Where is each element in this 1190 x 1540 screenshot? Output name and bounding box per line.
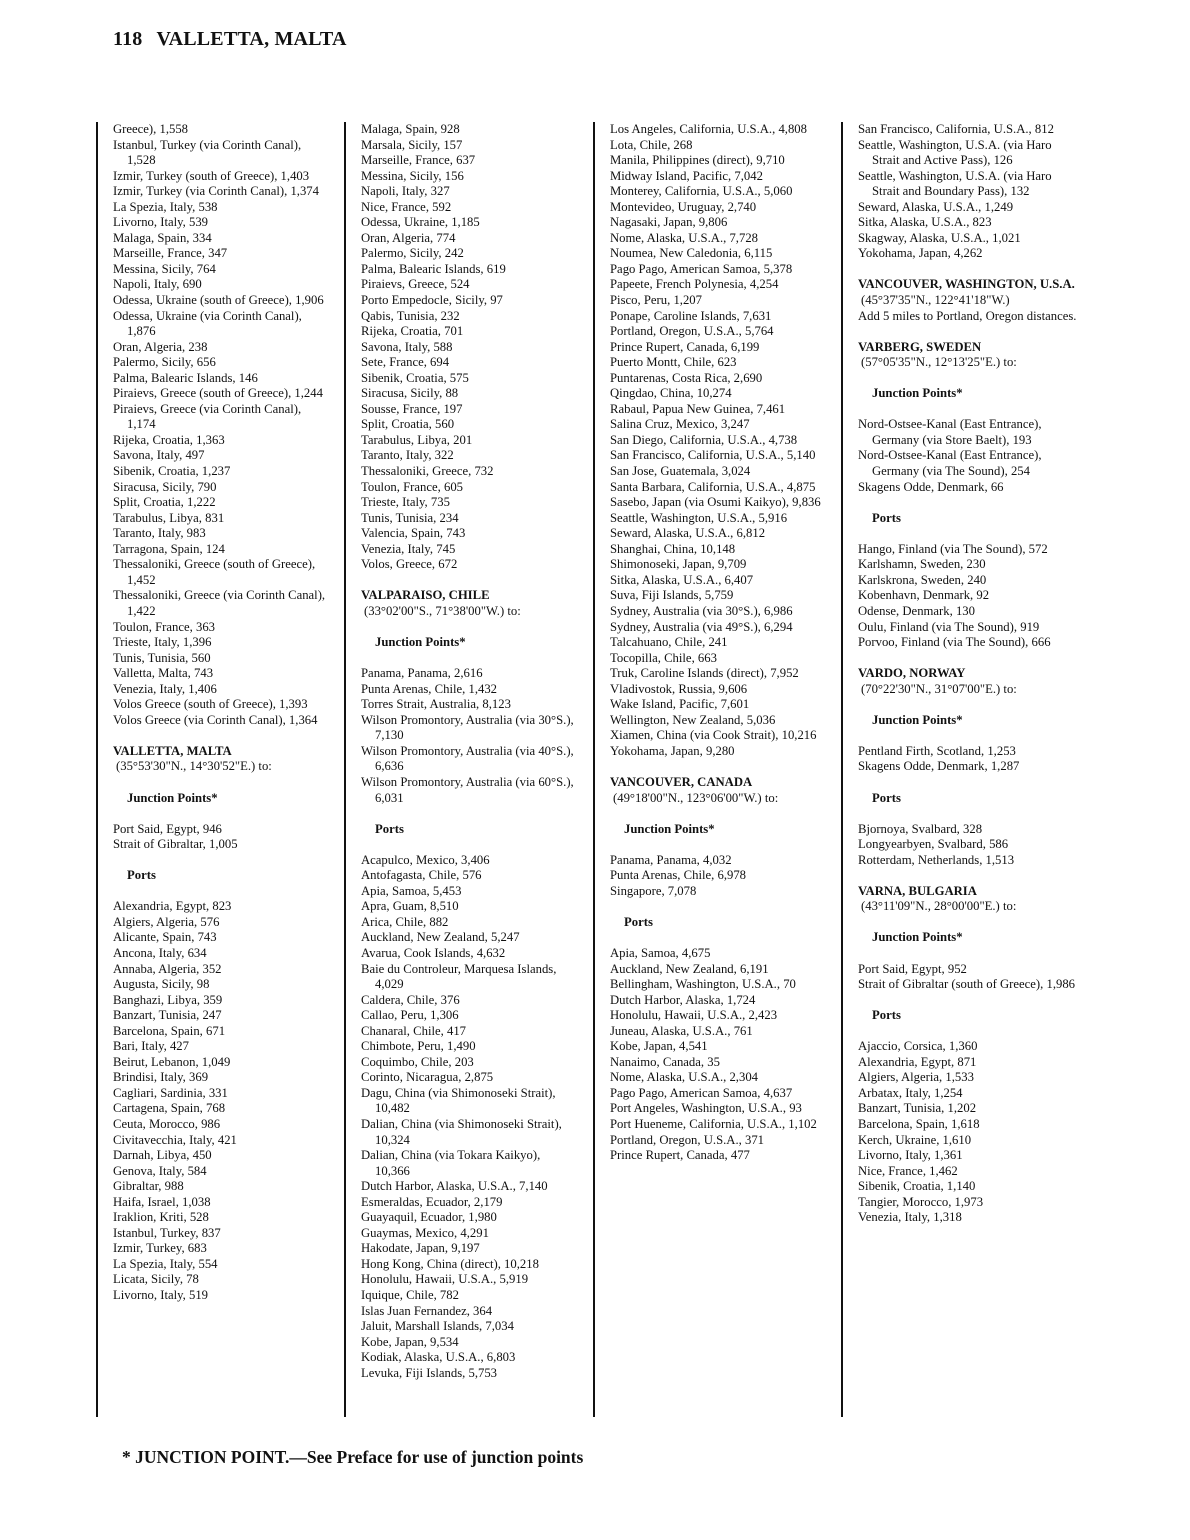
ports-heading: Ports xyxy=(624,914,653,929)
location-heading: VARBERG, SWEDEN xyxy=(858,339,982,354)
distance-entry: Nice, France, 592 xyxy=(361,199,452,214)
distance-entry: Salina Cruz, Mexico, 3,247 xyxy=(610,417,750,432)
column-1 xyxy=(96,122,328,1417)
distance-entry: Levuka, Fiji Islands, 5,753 xyxy=(361,1365,498,1380)
spacer xyxy=(858,651,1081,667)
distance-entry: Apia, Samoa, 5,453 xyxy=(361,883,462,898)
distance-entry: Pago Pago, American Samoa, 5,378 xyxy=(610,261,793,276)
spacer xyxy=(858,728,1081,744)
distance-entry: Suva, Fiji Islands, 5,759 xyxy=(610,588,734,603)
distance-entry: Haifa, Israel, 1,038 xyxy=(113,1194,211,1209)
distance-entry: La Spezia, Italy, 554 xyxy=(113,1256,218,1271)
distance-entry: Marsala, Sicily, 157 xyxy=(361,137,463,152)
spacer xyxy=(858,868,1081,884)
location-coordinates: (49°18'00"N., 123°06'00"W.) to: xyxy=(613,790,779,805)
distance-entry: Palma, Balearic Islands, 146 xyxy=(113,370,258,385)
distance-entry: Xiamen, China (via Cook Strait), 10,216 xyxy=(610,728,817,743)
distance-entry: Torres Strait, Australia, 8,123 xyxy=(361,697,511,712)
distance-entry: Izmir, Turkey (via Corinth Canal), 1,374 xyxy=(113,184,319,199)
spacer xyxy=(858,402,1081,418)
distance-entry: Lota, Chile, 268 xyxy=(610,137,693,152)
distance-entry: Split, Croatia, 1,222 xyxy=(113,495,216,510)
spacer xyxy=(858,262,1081,278)
distance-entry: Livorno, Italy, 519 xyxy=(113,1288,209,1303)
distance-entry: Panama, Panama, 4,032 xyxy=(610,852,732,867)
column-2 xyxy=(344,122,576,1417)
distance-entry: Split, Croatia, 560 xyxy=(361,417,455,432)
distance-entry: Tarabulus, Libya, 831 xyxy=(113,510,225,525)
distance-entry: Dalian, China (via Shimonoseki Strait), 10,324 xyxy=(361,1117,562,1147)
distance-entry: Karlskrona, Sweden, 240 xyxy=(858,572,987,587)
distance-entry: Islas Juan Fernandez, 364 xyxy=(361,1303,493,1318)
distance-entry: Seattle, Washington, U.S.A., 5,916 xyxy=(610,510,788,525)
distance-entry: Istanbul, Turkey (via Corinth Canal), 1,528 xyxy=(113,137,302,168)
distance-entry: Nord-Ostsee-Kanal (East Entrance), Germany (via Store Baelt), 193 xyxy=(858,417,1042,447)
distance-entry: Beirut, Lebanon, 1,049 xyxy=(113,1054,231,1069)
distance-entry: Ceuta, Morocco, 986 xyxy=(113,1117,221,1131)
distance-entry: Volos, Greece, 672 xyxy=(361,557,458,572)
spacer xyxy=(858,775,1081,791)
distance-entry: Acapulco, Mexico, 3,406 xyxy=(361,852,490,867)
distance-entry: Barcelona, Spain, 671 xyxy=(113,1023,226,1038)
spacer xyxy=(858,946,1081,962)
distance-entry: Wellington, New Zealand, 5,036 xyxy=(610,712,776,727)
distance-entry: Savona, Italy, 588 xyxy=(361,339,453,354)
location-heading: VANCOUVER, CANADA xyxy=(610,774,753,789)
distance-entry: Strait of Gibraltar, 1,005 xyxy=(113,837,238,852)
distance-entry: Sibenik, Croatia, 575 xyxy=(361,370,469,385)
spacer xyxy=(858,371,1081,387)
distance-entry: Nagasaki, Japan, 9,806 xyxy=(610,215,728,230)
distance-entry: Valletta, Malta, 743 xyxy=(113,666,214,681)
distance-entry: Cartagena, Spain, 768 xyxy=(113,1101,226,1116)
distance-entry: Arbatax, Italy, 1,254 xyxy=(858,1085,963,1100)
spacer xyxy=(858,915,1081,931)
distance-entry: Port Angeles, Washington, U.S.A., 93 xyxy=(610,1101,802,1116)
spacer xyxy=(610,837,825,853)
distance-entry: Sitka, Alaska, U.S.A., 6,407 xyxy=(610,572,754,587)
distance-entry: Cagliari, Sardinia, 331 xyxy=(113,1085,228,1100)
distance-entry: Valencia, Spain, 743 xyxy=(361,526,466,541)
distance-entry: Vladivostok, Russia, 9,606 xyxy=(610,681,748,696)
ports-heading: Ports xyxy=(872,1008,901,1023)
spacer xyxy=(361,573,576,589)
distance-entry: Oran, Algeria, 774 xyxy=(361,230,456,245)
distance-entry: Kobe, Japan, 4,541 xyxy=(610,1039,708,1054)
distance-entry: Napoli, Italy, 327 xyxy=(361,184,450,199)
distance-entry: Esmeraldas, Ecuador, 2,179 xyxy=(361,1194,503,1209)
distance-entry: Kobe, Japan, 9,534 xyxy=(361,1334,459,1349)
distance-entry: Punta Arenas, Chile, 1,432 xyxy=(361,681,498,696)
distance-entry: Venezia, Italy, 1,406 xyxy=(113,681,217,696)
distance-entry: Singapore, 7,078 xyxy=(610,883,697,898)
distance-entry: Seattle, Washington, U.S.A. (via Haro Strait and Boundary Pass), 132 xyxy=(858,168,1052,199)
distance-entry: Porto Empedocle, Sicily, 97 xyxy=(361,293,503,308)
distance-entry: Algiers, Algeria, 576 xyxy=(113,914,220,929)
distance-entry: Taranto, Italy, 983 xyxy=(113,526,206,541)
distance-entry: Genova, Italy, 584 xyxy=(113,1163,207,1178)
distance-entry: Wake Island, Pacific, 7,601 xyxy=(610,697,750,712)
junction-points-heading: Junction Points* xyxy=(872,386,963,401)
distance-entry: Qabis, Tunisia, 232 xyxy=(361,308,460,323)
distance-entry: Thessaloniki, Greece (via Corinth Canal), 1,422 xyxy=(113,588,326,618)
distance-entry: Juneau, Alaska, U.S.A., 761 xyxy=(610,1023,753,1038)
distance-entry: Puerto Montt, Chile, 623 xyxy=(610,355,737,370)
location-heading: VARDO, NORWAY xyxy=(858,666,966,681)
distance-entry: Taranto, Italy, 322 xyxy=(361,448,454,463)
distance-entry: Prince Rupert, Canada, 6,199 xyxy=(610,339,760,354)
location-heading: VALPARAISO, CHILE xyxy=(361,588,490,603)
distance-entry: Los Angeles, California, U.S.A., 4,808 xyxy=(610,122,807,136)
distance-entry: Caldera, Chile, 376 xyxy=(361,992,460,1007)
location-note: Add 5 miles to Portland, Oregon distances. xyxy=(858,308,1077,323)
spacer xyxy=(361,651,576,667)
location-coordinates: (43°11'09"N., 28°00'00"E.) to: xyxy=(861,899,1017,914)
ports-heading: Ports xyxy=(872,510,901,525)
distance-entry: Longyearbyen, Svalbard, 586 xyxy=(858,837,1009,852)
distance-entry: Algiers, Algeria, 1,533 xyxy=(858,1070,974,1085)
distance-entry: Midway Island, Pacific, 7,042 xyxy=(610,168,763,183)
distance-entry: Shanghai, China, 10,148 xyxy=(610,541,736,556)
spacer xyxy=(858,993,1081,1009)
distance-entry: Tunis, Tunisia, 234 xyxy=(361,510,459,525)
distance-entry: Noumea, New Caledonia, 6,115 xyxy=(610,246,773,261)
distance-entry: Sydney, Australia (via 30°S.), 6,986 xyxy=(610,603,793,618)
distance-entry: Messina, Sicily, 764 xyxy=(113,261,216,276)
spacer xyxy=(858,324,1081,340)
distance-entry: Tarragona, Spain, 124 xyxy=(113,541,225,556)
distance-entry: Guayaquil, Ecuador, 1,980 xyxy=(361,1210,497,1225)
distance-entry: Hakodate, Japan, 9,197 xyxy=(361,1241,480,1256)
distance-entry: Punta Arenas, Chile, 6,978 xyxy=(610,868,747,883)
spacer xyxy=(113,775,328,791)
distance-entry: Avarua, Cook Islands, 4,632 xyxy=(361,945,506,960)
distance-entry: Sydney, Australia (via 49°S.), 6,294 xyxy=(610,619,793,634)
location-heading: VARNA, BULGARIA xyxy=(858,883,977,898)
junction-points-heading: Junction Points* xyxy=(624,821,715,836)
distance-entry: Sitka, Alaska, U.S.A., 823 xyxy=(858,215,992,230)
distance-entry: Malaga, Spain, 334 xyxy=(113,230,212,245)
distance-entry: Shimonoseki, Japan, 9,709 xyxy=(610,557,747,572)
distance-entry: Napoli, Italy, 690 xyxy=(113,277,202,292)
distance-entry: Barcelona, Spain, 1,618 xyxy=(858,1117,980,1131)
distance-entry: Kerch, Ukraine, 1,610 xyxy=(858,1132,972,1147)
distance-entry: Jaluit, Marshall Islands, 7,034 xyxy=(361,1319,514,1334)
spacer xyxy=(361,806,576,822)
distance-entry: Kodiak, Alaska, U.S.A., 6,803 xyxy=(361,1350,516,1365)
distance-entry: Banzart, Tunisia, 1,202 xyxy=(858,1101,977,1116)
distance-entry: Piraievs, Greece (via Corinth Canal), 1,174 xyxy=(113,401,302,432)
spacer xyxy=(858,806,1081,822)
distance-entry: Izmir, Turkey (south of Greece), 1,403 xyxy=(113,168,310,183)
distance-entry: Dutch Harbor, Alaska, U.S.A., 7,140 xyxy=(361,1179,548,1194)
distance-entry: Skagway, Alaska, U.S.A., 1,021 xyxy=(858,230,1021,245)
distance-entry: Yokohama, Japan, 4,262 xyxy=(858,246,983,261)
location-coordinates: (57°05'35"N., 12°13'25"E.) to: xyxy=(861,355,1017,370)
distance-entry: Ancona, Italy, 634 xyxy=(113,945,207,960)
distance-entry: Thessaloniki, Greece (south of Greece), 1,452 xyxy=(113,557,316,587)
distance-entry: Wilson Promontory, Australia (via 40°S.), 6,636 xyxy=(361,743,574,774)
distance-entry: Venezia, Italy, 1,318 xyxy=(858,1210,962,1225)
junction-points-heading: Junction Points* xyxy=(872,930,963,945)
distance-entry: La Spezia, Italy, 538 xyxy=(113,199,218,214)
ports-heading: Ports xyxy=(872,790,901,805)
distance-entry: Apia, Samoa, 4,675 xyxy=(610,945,711,960)
distance-entry: Manila, Philippines (direct), 9,710 xyxy=(610,153,785,168)
distance-entry: Siracusa, Sicily, 790 xyxy=(113,479,217,494)
distance-entry: Palermo, Sicily, 242 xyxy=(361,246,464,261)
distance-entry: Kobenhavn, Denmark, 92 xyxy=(858,588,990,603)
distance-entry: Rabaul, Papua New Guinea, 7,461 xyxy=(610,401,786,416)
distance-entry: Palermo, Sicily, 656 xyxy=(113,355,216,370)
distance-entry: Monterey, California, U.S.A., 5,060 xyxy=(610,184,793,199)
distance-entry: Chanaral, Chile, 417 xyxy=(361,1023,467,1038)
distance-entry: Auckland, New Zealand, 6,191 xyxy=(610,961,769,976)
distance-entry: Dalian, China (via Tokara Kaikyo), 10,366 xyxy=(361,1148,541,1178)
distance-entry: Dagu, China (via Shimonoseki Strait), 10,482 xyxy=(361,1085,556,1116)
spacer xyxy=(858,1024,1081,1040)
distance-entry: Porvoo, Finland (via The Sound), 666 xyxy=(858,635,1051,650)
distance-entry: Seattle, Washington, U.S.A. (via Haro Strait and Active Pass), 126 xyxy=(858,137,1052,168)
distance-entry: Livorno, Italy, 1,361 xyxy=(858,1148,963,1163)
distance-entry: Trieste, Italy, 735 xyxy=(361,495,450,510)
spacer xyxy=(610,930,825,946)
distance-entry: Sasebo, Japan (via Osumi Kaikyo), 9,836 xyxy=(610,495,821,510)
spacer xyxy=(858,526,1081,542)
distance-entry: Hong Kong, China (direct), 10,218 xyxy=(361,1256,539,1271)
distance-entry: San Francisco, California, U.S.A., 812 xyxy=(858,122,1054,136)
distance-entry: Truk, Caroline Islands (direct), 7,952 xyxy=(610,666,799,681)
distance-entry: San Jose, Guatemala, 3,024 xyxy=(610,464,751,479)
spacer xyxy=(113,806,328,822)
ports-heading: Ports xyxy=(375,821,404,836)
distance-entry: Nome, Alaska, U.S.A., 7,728 xyxy=(610,230,759,245)
distance-entry: Oran, Algeria, 238 xyxy=(113,339,208,354)
distance-entry: Gibraltar, 988 xyxy=(113,1179,184,1194)
distance-entry: Tunis, Tunisia, 560 xyxy=(113,650,211,665)
distance-entry: Volos Greece (via Corinth Canal), 1,364 xyxy=(113,712,318,727)
distance-entry: Istanbul, Turkey, 837 xyxy=(113,1225,221,1240)
distance-entry: Arica, Chile, 882 xyxy=(361,914,449,929)
spacer xyxy=(113,884,328,900)
distance-entry: Coquimbo, Chile, 203 xyxy=(361,1054,474,1069)
distance-entry: Tangier, Morocco, 1,973 xyxy=(858,1194,984,1209)
distance-entry: Port Said, Egypt, 952 xyxy=(858,961,967,976)
distance-entry: Rijeka, Croatia, 701 xyxy=(361,324,464,339)
distance-entry: Wilson Promontory, Australia (via 30°S.), 7,130 xyxy=(361,712,574,743)
distance-entry: Chimbote, Peru, 1,490 xyxy=(361,1039,476,1054)
distance-entry: Antofagasta, Chile, 576 xyxy=(361,868,482,883)
location-coordinates: (33°02'00"S., 71°38'00"W.) to: xyxy=(364,603,521,618)
distance-entry: Portland, Oregon, U.S.A., 5,764 xyxy=(610,324,774,339)
distance-entry: Izmir, Turkey, 683 xyxy=(113,1241,207,1256)
distance-entry: Odessa, Ukraine, 1,185 xyxy=(361,215,480,230)
distance-entry: Messina, Sicily, 156 xyxy=(361,168,464,183)
page-header xyxy=(113,28,347,51)
distance-entry: Palma, Balearic Islands, 619 xyxy=(361,261,506,276)
distance-entry: Port Hueneme, California, U.S.A., 1,102 xyxy=(610,1117,817,1131)
spacer xyxy=(610,759,825,775)
distance-entry: Malaga, Spain, 928 xyxy=(361,122,460,136)
distance-entry: Seward, Alaska, U.S.A., 6,812 xyxy=(610,526,766,541)
ports-heading: Ports xyxy=(127,868,156,883)
distance-entry: Marseille, France, 637 xyxy=(361,153,476,168)
distance-entry: Alicante, Spain, 743 xyxy=(113,930,217,945)
distance-entry: Civitavecchia, Italy, 421 xyxy=(113,1132,237,1147)
distance-entry: Volos Greece (south of Greece), 1,393 xyxy=(113,697,308,712)
distance-entry: Dutch Harbor, Alaska, 1,724 xyxy=(610,992,756,1007)
distance-entry: Sibenik, Croatia, 1,237 xyxy=(113,464,231,479)
distance-entry: Sousse, France, 197 xyxy=(361,401,463,416)
distance-entry: Puntarenas, Costa Rica, 2,690 xyxy=(610,370,763,385)
distance-entry: Honolulu, Hawaii, U.S.A., 5,919 xyxy=(361,1272,529,1287)
distance-entry: Pisco, Peru, 1,207 xyxy=(610,293,702,308)
distance-entry: Trieste, Italy, 1,396 xyxy=(113,635,212,650)
distance-entry: Augusta, Sicily, 98 xyxy=(113,977,210,992)
distance-entry: Nanaimo, Canada, 35 xyxy=(610,1054,720,1069)
distance-entry: Iquique, Chile, 782 xyxy=(361,1288,459,1303)
distance-entry: Odessa, Ukraine (south of Greece), 1,906 xyxy=(113,293,324,308)
distance-entry: Karlshamn, Sweden, 230 xyxy=(858,557,986,572)
distance-entry: Guaymas, Mexico, 4,291 xyxy=(361,1225,489,1240)
distance-entry: Hango, Finland (via The Sound), 572 xyxy=(858,541,1048,556)
distance-entry: Savona, Italy, 497 xyxy=(113,448,205,463)
distance-entry: Bjornoya, Svalbard, 328 xyxy=(858,821,983,836)
distance-entry: Sibenik, Croatia, 1,140 xyxy=(858,1179,976,1194)
distance-entry: Rotterdam, Netherlands, 1,513 xyxy=(858,852,1015,867)
distance-entry: Iraklion, Kriti, 528 xyxy=(113,1210,209,1225)
distance-entry: Prince Rupert, Canada, 477 xyxy=(610,1148,750,1163)
distance-entry: Port Said, Egypt, 946 xyxy=(113,821,222,836)
distance-entry: Venezia, Italy, 745 xyxy=(361,541,456,556)
distance-entry: Thessaloniki, Greece, 732 xyxy=(361,464,494,479)
distance-entry: Toulon, France, 363 xyxy=(113,619,216,634)
junction-points-heading: Junction Points* xyxy=(872,712,963,727)
distance-entry: Bellingham, Washington, U.S.A., 70 xyxy=(610,977,796,992)
page-title: VALLETTA, MALTA xyxy=(156,28,347,50)
distance-entry: Rijeka, Croatia, 1,363 xyxy=(113,432,225,447)
distance-entry: Tarabulus, Libya, 201 xyxy=(361,432,473,447)
distance-entry: Alexandria, Egypt, 871 xyxy=(858,1054,977,1069)
distance-entry: Piraievs, Greece (south of Greece), 1,244 xyxy=(113,386,323,401)
column-3 xyxy=(593,122,825,1417)
distance-entry: Skagens Odde, Denmark, 66 xyxy=(858,479,1004,494)
spacer xyxy=(361,620,576,636)
location-heading: VANCOUVER, WASHINGTON, U.S.A. xyxy=(858,277,1075,292)
distance-entry: Banzart, Tunisia, 247 xyxy=(113,1008,222,1023)
distance-entry: Pentland Firth, Scotland, 1,253 xyxy=(858,743,1016,758)
distance-entry: Annaba, Algeria, 352 xyxy=(113,961,222,976)
spacer xyxy=(610,806,825,822)
distance-entry: Panama, Panama, 2,616 xyxy=(361,666,483,681)
spacer xyxy=(858,495,1081,511)
distance-entry: Corinto, Nicaragua, 2,875 xyxy=(361,1070,494,1085)
distance-entry: Brindisi, Italy, 369 xyxy=(113,1070,209,1085)
location-coordinates: (70°22'30"N., 31°07'00"E.) to: xyxy=(861,681,1017,696)
distance-entry: Qingdao, China, 10,274 xyxy=(610,386,732,401)
distance-entry: Toulon, France, 605 xyxy=(361,479,464,494)
distance-entry: San Francisco, California, U.S.A., 5,140 xyxy=(610,448,816,463)
distance-entry: Wilson Promontory, Australia (via 60°S.), 6,031 xyxy=(361,774,574,805)
distance-entry: Livorno, Italy, 539 xyxy=(113,215,209,230)
spacer xyxy=(113,728,328,744)
distance-entry: Nice, France, 1,462 xyxy=(858,1163,958,1178)
distance-entry: Santa Barbara, California, U.S.A., 4,875 xyxy=(610,479,816,494)
column-4 xyxy=(841,122,1081,1417)
spacer xyxy=(361,837,576,853)
distance-entry: Strait of Gibraltar (south of Greece), 1,986 xyxy=(858,977,1076,992)
distance-entry: Yokohama, Japan, 9,280 xyxy=(610,743,735,758)
location-coordinates: (35°53'30"N., 14°30'52"E.) to: xyxy=(116,759,272,774)
location-coordinates: (45°37'35"N., 122°41'18"W.) xyxy=(861,293,1010,308)
distance-entry: Tocopilla, Chile, 663 xyxy=(610,650,717,665)
distance-entry: Alexandria, Egypt, 823 xyxy=(113,899,232,914)
distance-entry: Darnah, Libya, 450 xyxy=(113,1148,212,1163)
page-number: 118 xyxy=(113,28,143,50)
distance-entry: Portland, Oregon, U.S.A., 371 xyxy=(610,1132,765,1147)
distance-entry: Montevideo, Uruguay, 2,740 xyxy=(610,199,757,214)
distance-entry: Bari, Italy, 427 xyxy=(113,1039,189,1054)
junction-points-heading: Junction Points* xyxy=(375,635,466,650)
distance-entry: Greece), 1,558 xyxy=(113,122,189,136)
distance-entry: Talcahuano, Chile, 241 xyxy=(610,635,728,650)
distance-entry: Odense, Denmark, 130 xyxy=(858,603,975,618)
location-heading: VALLETTA, MALTA xyxy=(113,743,232,758)
distance-entry: Auckland, New Zealand, 5,247 xyxy=(361,930,520,945)
distance-entry: Skagens Odde, Denmark, 1,287 xyxy=(858,759,1020,774)
spacer xyxy=(610,899,825,915)
spacer xyxy=(858,697,1081,713)
distance-entry: Oulu, Finland (via The Sound), 919 xyxy=(858,619,1040,634)
distance-entry: Callao, Peru, 1,306 xyxy=(361,1008,459,1023)
distance-entry: Baie du Controleur, Marquesa Islands, 4,029 xyxy=(361,961,557,992)
distance-entry: Papeete, French Polynesia, 4,254 xyxy=(610,277,779,292)
junction-point-footnote: * JUNCTION POINT.—See Preface for use of junction points xyxy=(122,1447,584,1467)
distance-entry: Nome, Alaska, U.S.A., 2,304 xyxy=(610,1070,759,1085)
distance-entry: Licata, Sicily, 78 xyxy=(113,1272,199,1287)
distance-entry: Seward, Alaska, U.S.A., 1,249 xyxy=(858,199,1014,214)
distance-entry: Ponape, Caroline Islands, 7,631 xyxy=(610,308,772,323)
distance-entry: Honolulu, Hawaii, U.S.A., 2,423 xyxy=(610,1008,778,1023)
distance-entry: Odessa, Ukraine (via Corinth Canal), 1,876 xyxy=(113,308,302,339)
distance-entry: Marseille, France, 347 xyxy=(113,246,228,261)
spacer xyxy=(113,853,328,869)
distance-entry: Piraievs, Greece, 524 xyxy=(361,277,470,292)
distance-entry: Pago Pago, American Samoa, 4,637 xyxy=(610,1085,793,1100)
distance-entry: Apra, Guam, 8,510 xyxy=(361,899,459,914)
distance-entry: San Diego, California, U.S.A., 4,738 xyxy=(610,432,798,447)
junction-points-heading: Junction Points* xyxy=(127,790,218,805)
distance-entry: Sete, France, 694 xyxy=(361,355,450,370)
distance-entry: Ajaccio, Corsica, 1,360 xyxy=(858,1039,978,1054)
distance-entry: Banghazi, Libya, 359 xyxy=(113,992,223,1007)
distance-entry: Siracusa, Sicily, 88 xyxy=(361,386,459,401)
distance-entry: Nord-Ostsee-Kanal (East Entrance), Germany (via The Sound), 254 xyxy=(858,448,1042,479)
